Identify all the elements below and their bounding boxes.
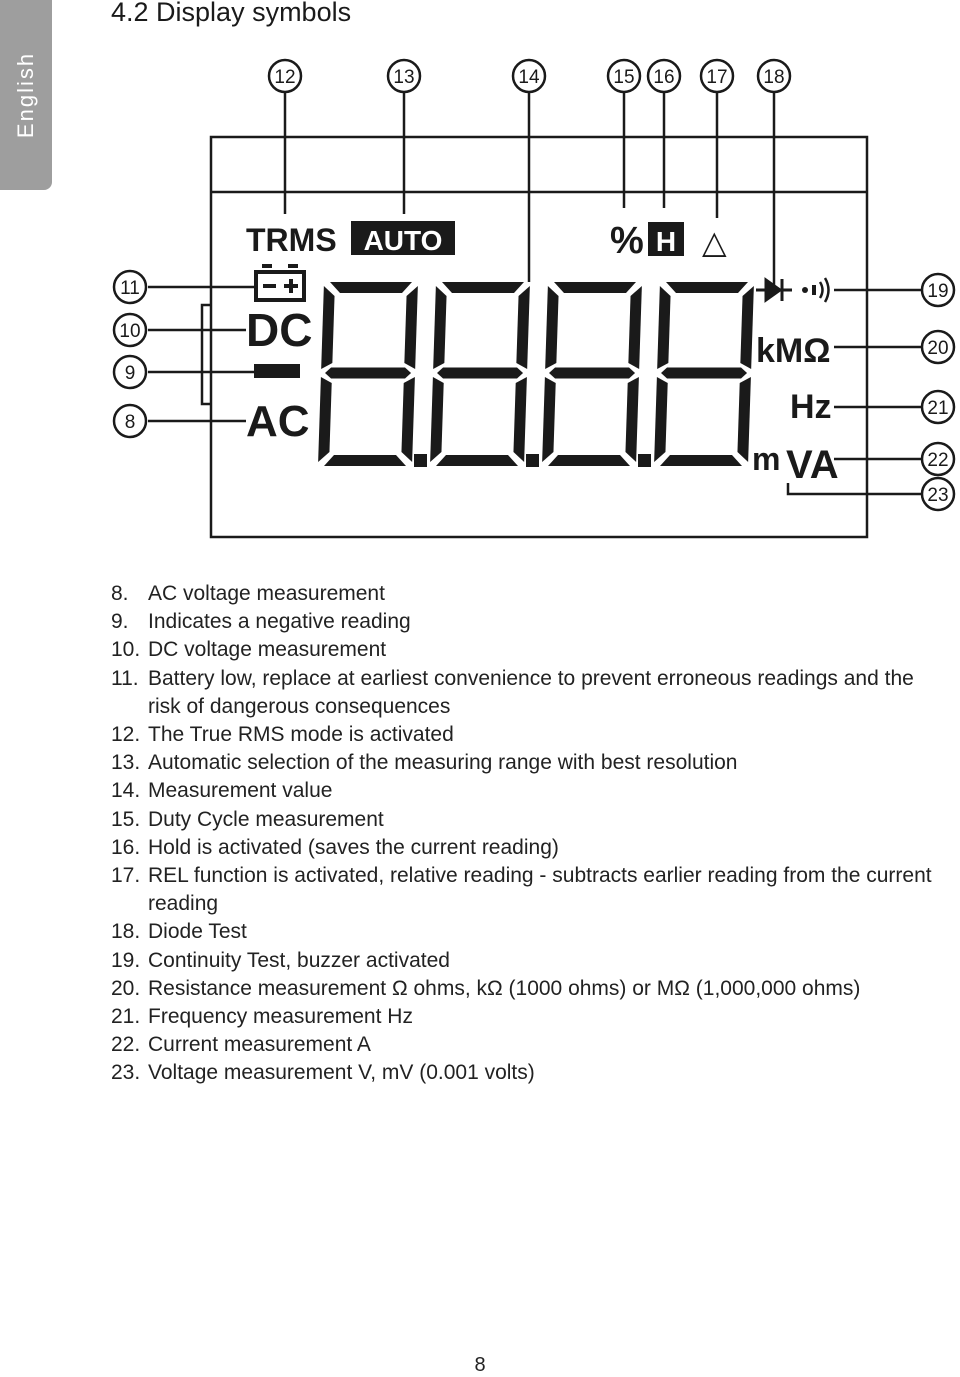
legend-item — [111, 862, 941, 918]
ac-indicator: AC — [246, 397, 310, 446]
hold-indicator: H — [655, 226, 677, 257]
digit-segment — [436, 455, 518, 466]
digit-segment — [442, 282, 524, 293]
trms-indicator: TRMS — [246, 222, 337, 258]
volt-amp-indicator: VA — [786, 443, 839, 487]
digit-segment — [321, 286, 334, 369]
page-number: 8 — [474, 1354, 486, 1376]
legend-item-text: REL function is activated, relative reading - subtracts earlier reading from the current reading — [148, 864, 932, 916]
callout-8-label: 8 — [124, 412, 136, 433]
digit-segment — [740, 286, 754, 369]
digit-segment — [433, 286, 446, 369]
section-title: 4.2 Display symbols — [111, 0, 352, 27]
digit-segment — [737, 377, 750, 462]
digit-segment — [548, 455, 630, 466]
legend-item-text: Resistance measurement Ω ohms, kΩ (1000 ohms) or MΩ (1,000,000 ohms) — [148, 976, 861, 1000]
callout-10-label: 10 — [119, 321, 141, 342]
battery-icon — [256, 266, 304, 300]
rel-indicator: △ — [702, 224, 727, 260]
legend-item-number: 13. — [111, 751, 141, 775]
legend-item — [111, 580, 941, 608]
legend-item-text: Current measurement A — [148, 1033, 371, 1057]
callout-13-label: 13 — [393, 67, 415, 88]
legend-item-number: 14. — [111, 779, 141, 803]
callout-16-label: 16 — [653, 67, 675, 88]
legend-item — [111, 947, 941, 975]
callout-14-label: 14 — [518, 67, 540, 88]
legend-item-number: 11. — [111, 666, 139, 690]
callout-17-label: 17 — [706, 67, 728, 88]
digit-segment — [661, 368, 747, 379]
legend-item — [111, 1031, 941, 1059]
legend-item-number: 12. — [111, 723, 141, 747]
callout-21-label: 21 — [927, 398, 949, 419]
callout-20-label: 20 — [927, 338, 949, 359]
legend-item — [111, 636, 941, 664]
auto-indicator: AUTO — [363, 225, 443, 256]
legend-item-text: Duty Cycle measurement — [148, 807, 384, 831]
legend-item-text: Frequency measurement Hz — [148, 1005, 413, 1029]
legend-item-text: Voltage measurement V, mV (0.001 volts) — [148, 1061, 535, 1085]
legend-item — [111, 834, 941, 862]
legend-item-text: Measurement value — [148, 779, 333, 803]
percent-indicator: % — [610, 220, 644, 262]
digit-segment — [549, 368, 635, 379]
digit-segment — [437, 368, 523, 379]
minus-sign-indicator — [254, 364, 300, 378]
digit-segment — [660, 455, 742, 466]
measurement-value-digits — [318, 282, 754, 467]
digit-segment — [625, 377, 638, 462]
legend-item-number: 15. — [111, 807, 141, 831]
digit-segment — [324, 455, 406, 466]
dc-indicator: DC — [246, 304, 313, 356]
digit-segment — [628, 286, 642, 369]
callout-12-label: 12 — [274, 67, 296, 88]
symbol-legend — [111, 580, 941, 1088]
legend-item-text: Hold is activated (saves the current reading) — [148, 835, 559, 859]
legend-item — [111, 749, 941, 777]
legend-item-text: The True RMS mode is activated — [148, 723, 454, 747]
callout-19-label: 19 — [927, 281, 949, 302]
legend-item-text: Diode Test — [148, 920, 247, 944]
digit-segment — [430, 377, 444, 462]
legend-item-number: 20. — [111, 976, 141, 1000]
milli-indicator: m — [752, 441, 781, 477]
legend-item-number: 17. — [111, 864, 141, 888]
digit-segment — [654, 377, 668, 462]
legend-item-number: 8. — [111, 582, 129, 605]
legend-item — [111, 975, 941, 1003]
digit-segment — [330, 282, 412, 293]
hz-indicator: Hz — [790, 388, 832, 426]
legend-item — [111, 1003, 941, 1031]
digit-segment — [513, 377, 526, 462]
digit-segment — [545, 286, 558, 369]
legend-item-number: 10. — [111, 638, 141, 662]
legend-item — [111, 777, 941, 805]
legend-item — [111, 918, 941, 946]
legend-item — [111, 1059, 941, 1087]
decimal-point — [414, 454, 427, 467]
callout-9-label: 9 — [124, 363, 136, 384]
callout-15-label: 15 — [613, 67, 635, 88]
kohm-indicator: kMΩ — [756, 332, 831, 370]
digit-segment — [516, 286, 530, 369]
legend-item-text: Battery low, replace at earliest convenience to prevent erroneous readings and the risk of dangerous consequences — [148, 666, 914, 718]
legend-item-number: 18. — [111, 920, 141, 944]
continuity-buzzer-icon — [812, 278, 829, 302]
legend-item-number: 19. — [111, 948, 141, 972]
digit-segment — [325, 368, 411, 379]
language-tab-label: English — [13, 51, 38, 139]
digit-segment — [666, 282, 748, 293]
legend-item-number: 9. — [111, 610, 129, 634]
diode-icon — [756, 279, 808, 301]
decimal-point — [526, 454, 539, 467]
legend-item-number: 22. — [111, 1033, 141, 1057]
digit-segment — [554, 282, 636, 293]
legend-item-text: Indicates a negative reading — [148, 610, 411, 634]
legend-item-number: 16. — [111, 835, 141, 859]
digit-segment — [657, 286, 670, 369]
digit-segment — [542, 377, 556, 462]
legend-item-text: Continuity Test, buzzer activated — [148, 948, 450, 972]
lcd-display-diagram — [0, 0, 960, 560]
legend-item — [111, 806, 941, 834]
digit-segment — [401, 377, 414, 462]
legend-item — [111, 665, 941, 721]
legend-item-text: Automatic selection of the measuring range with best resolution — [148, 751, 738, 775]
legend-item-text: DC voltage measurement — [148, 638, 387, 662]
decimal-point — [638, 454, 651, 467]
legend-item-number: 23. — [111, 1061, 141, 1085]
legend-item — [111, 608, 941, 636]
legend-item-number: 21. — [111, 1005, 141, 1029]
digit-segment — [318, 377, 332, 462]
digit-segment — [404, 286, 418, 369]
legend-item — [111, 721, 941, 749]
callout-11-label: 11 — [120, 278, 140, 299]
callout-18-label: 18 — [763, 67, 785, 88]
legend-item-text: AC voltage measurement — [148, 582, 385, 605]
callout-23-label: 23 — [927, 485, 949, 506]
callout-22-label: 22 — [927, 450, 949, 471]
